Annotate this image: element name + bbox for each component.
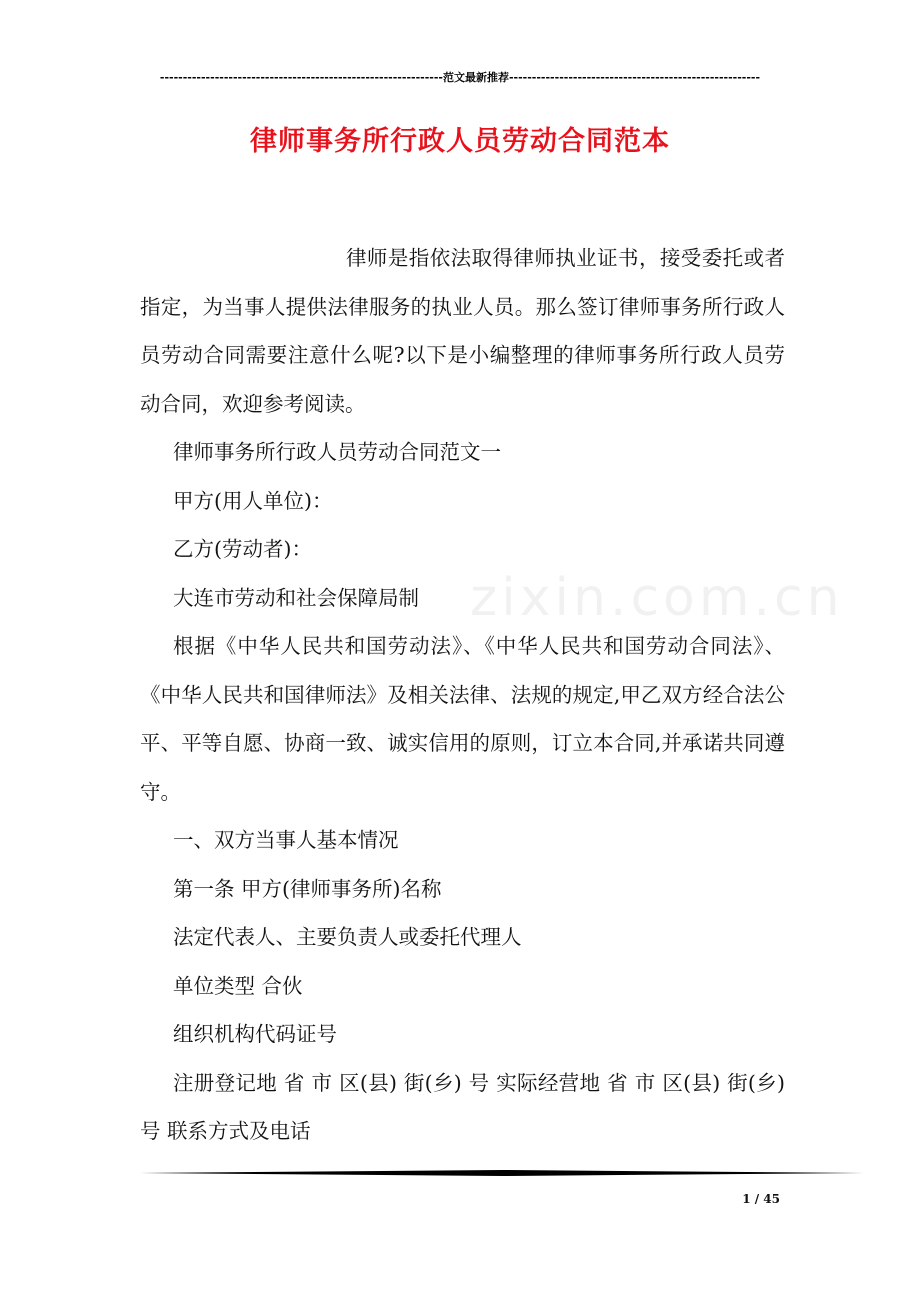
legal-representative-line: 法定代表人、主要负责人或委托代理人 [173, 925, 522, 949]
intro-paragraph: 律师是指依法取得律师执业证书，接受委托或者指定，为当事人提供法律服务的执业人员。那么签订律师事务所行政人员劳动合同需要注意什么呢?以下是小编整理的律师事务所行政人员劳动合同，欢迎参考阅读。 [140, 246, 785, 416]
section-heading-basic-info: 一、双方当事人基本情况 [173, 828, 399, 852]
article-one-line: 第一条 甲方(律师事务所)名称 [173, 876, 442, 901]
org-code-line: 组织机构代码证号 [173, 1022, 337, 1046]
watermark: zixin.com.cn [470, 568, 844, 628]
party-a-line: 甲方(用人单位)： [173, 488, 333, 513]
party-b-line: 乙方(劳动者)： [173, 537, 312, 561]
header-dashes-right: ------------------------------------------------------- [508, 71, 761, 84]
header-dashes-left: -------------------------------------------------------------- [159, 71, 443, 84]
address-line: 注册登记地 省 市 区(县) 街(乡) 号 实际经营地 省 市 区(县) 街(乡) 号 联系方式及电话 [140, 1070, 785, 1143]
page-number: 1 / 45 [742, 1192, 780, 1206]
legal-basis-paragraph: 根据《中华人民共和国劳动法》、《中华人民共和国劳动合同法》、《中华人民共和国律师法》及相关法律、法规的规定,甲乙双方经合法公平、平等自愿、协商一致、诚实信用的原则，订立本合同,并承诺共同遵守。 [140, 634, 785, 804]
document-body [140, 234, 785, 1156]
unit-type-line: 单位类型 合伙 [173, 973, 303, 998]
document-title: 律师事务所行政人员劳动合同范本 [250, 126, 670, 157]
header-label: 范文最新推荐 [442, 71, 509, 84]
footer-rule [140, 1170, 864, 1176]
page-header [140, 70, 780, 86]
issuer-line: 大连市劳动和社会保障局制 [173, 585, 419, 610]
section-heading-sample-one: 律师事务所行政人员劳动合同范文一 [173, 440, 501, 464]
